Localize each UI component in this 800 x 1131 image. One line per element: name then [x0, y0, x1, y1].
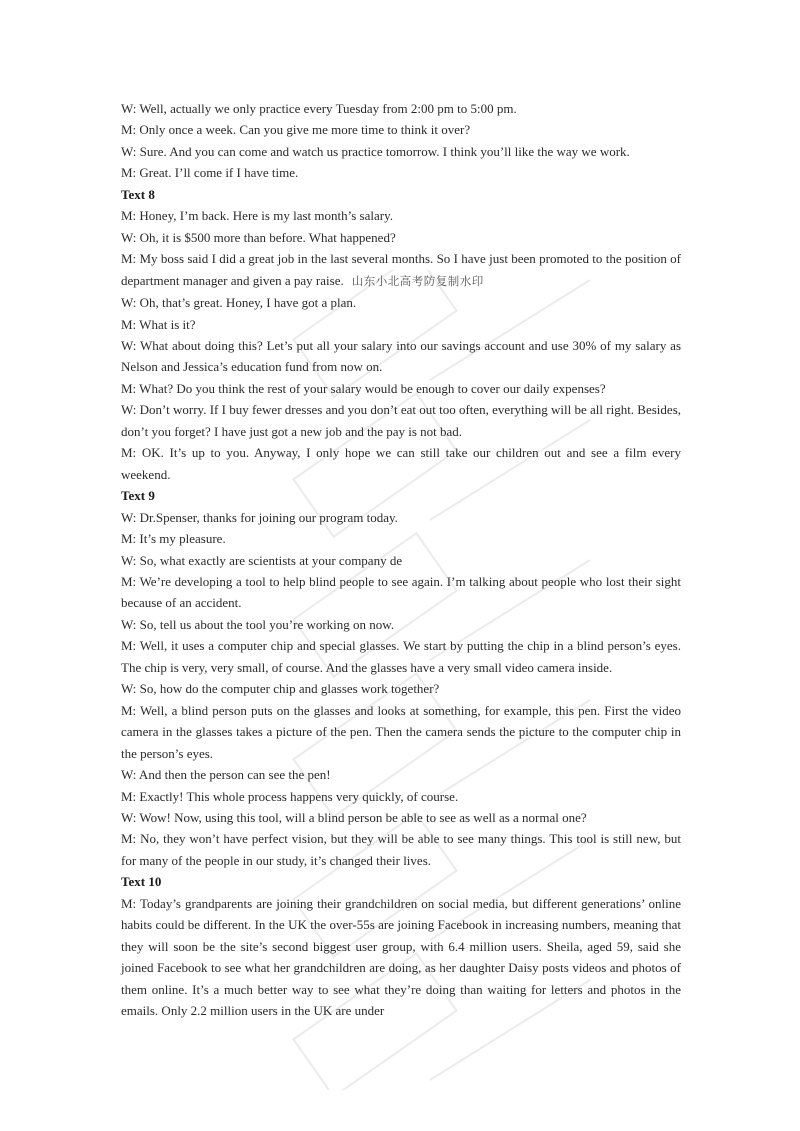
dialogue-line: [121, 378, 681, 399]
dialogue-text: W: Oh, that’s great. Honey, I have got a plan.: [121, 295, 357, 311]
dialogue-line: [121, 248, 681, 292]
dialogue-text: W: So, how do the computer chip and glasses work together?: [121, 681, 440, 697]
inline-watermark-note: 山东小北高考防复制水印: [351, 273, 484, 288]
dialogue-line: [121, 141, 681, 162]
dialogue-text: M: My boss said I did a great job in the last several months. So I have just been promoted to the position of department manager and given a pay raise.: [121, 251, 681, 288]
dialogue-line: [121, 528, 681, 549]
dialogue-line: [121, 507, 681, 528]
section-heading-text: Text 8: [121, 186, 155, 202]
dialogue-line: [121, 786, 681, 807]
dialogue-text: M: Exactly! This whole process happens very quickly, of course.: [121, 788, 459, 804]
dialogue-line: [121, 292, 681, 313]
section-heading-text: Text 10: [121, 874, 162, 890]
dialogue-line: [121, 828, 681, 871]
dialogue-text: M: OK. It’s up to you. Anyway, I only hope we can still take our children out and see a film every weekend.: [121, 445, 681, 482]
dialogue-text: W: Oh, it is $500 more than before. What happened?: [121, 229, 396, 245]
dialogue-text: M: Well, it uses a computer chip and special glasses. We start by putting the chip in a blind person’s eyes. The chip is very, very small, of course. And the glasses have a very small video camera inside.: [121, 638, 681, 675]
dialogue-text: M: No, they won’t have perfect vision, but they will be able to see many things. This tool is still new, but for many of the people in our study, it’s changed their lives.: [121, 831, 681, 868]
dialogue-line: [121, 678, 681, 699]
section-heading: [121, 485, 681, 506]
dialogue-text: W: Don’t worry. If I buy fewer dresses and you don’t eat out too often, everything will be all right. Besides, don’t you forget? I have just got a new job and the pay is not bad.: [121, 402, 681, 439]
dialogue-text: M: Only once a week. Can you give me more time to think it over?: [121, 122, 471, 138]
dialogue-line: [121, 314, 681, 335]
dialogue-line: [121, 119, 681, 140]
dialogue-text: M: Great. I’ll come if I have time.: [121, 165, 299, 181]
section-heading-text: Text 9: [121, 488, 155, 504]
dialogue-text: W: What about doing this? Let’s put all your salary into our savings account and use 30% of my salary as Nelson and Jessica’s education fund from now on.: [121, 337, 681, 375]
dialogue-text: W: Wow! Now, using this tool, will a blind person be able to see as well as a normal one?: [121, 809, 587, 825]
dialogue-line: [121, 98, 681, 119]
dialogue-text: M: Well, a blind person puts on the glasses and looks at something, for example, this pen. First the video camera in the glasses takes a picture of the pen. Then the camera sends the picture to the computer chip in the person’s eyes.: [121, 702, 681, 761]
dialogue-line: [121, 335, 681, 378]
dialogue-line: [121, 571, 681, 614]
dialogue-line: [121, 442, 681, 485]
dialogue-text: W: And then the person can see the pen!: [121, 767, 331, 783]
transcript-body: [121, 98, 681, 1021]
dialogue-line: [121, 162, 681, 183]
dialogue-line: [121, 614, 681, 635]
dialogue-line: [121, 807, 681, 828]
dialogue-text: W: So, tell us about the tool you’re working on now.: [121, 616, 395, 632]
dialogue-line: [121, 700, 681, 764]
dialogue-line: [121, 227, 681, 248]
dialogue-line: [121, 399, 681, 442]
section-heading: [121, 871, 681, 892]
dialogue-text: M: Honey, I’m back. Here is my last month’s salary.: [121, 208, 393, 224]
dialogue-line: [121, 893, 681, 1022]
dialogue-text: W: So, what exactly are scientists at your company de: [121, 552, 403, 568]
dialogue-text: M: We’re developing a tool to help blind people to see again. I’m talking about people who lost their sight because of an accident.: [121, 573, 681, 611]
section-heading: [121, 184, 681, 205]
dialogue-text: M: What is it?: [121, 316, 196, 332]
dialogue-line: [121, 205, 681, 226]
dialogue-text: W: Dr.Spenser, thanks for joining our program today.: [121, 509, 398, 525]
dialogue-text: M: It’s my pleasure.: [121, 531, 226, 547]
dialogue-line: [121, 550, 681, 571]
dialogue-line: [121, 635, 681, 678]
dialogue-line: [121, 764, 681, 785]
dialogue-text: W: Well, actually we only practice every Tuesday from 2:00 pm to 5:00 pm.: [121, 101, 517, 116]
dialogue-text: M: Today’s grandparents are joining their grandchildren on social media, but different generations’ online habits could be different. In the UK the over-55s are joining Facebook in increasing numbers, meaning that they will soon be the site’s second biggest user group, with 6.4 million users. Sheila, aged 59, said she joined Facebook to see what her grandchildren are doing, as her daughter Daisy posts videos and photos of them online. It’s a much better way to see what they’re doing than waiting for letters and photos in the emails. Only 2.2 million users in the UK are under: [121, 895, 681, 1019]
dialogue-text: M: What? Do you think the rest of your salary would be enough to cover our daily expenses?: [121, 380, 606, 396]
dialogue-text: W: Sure. And you can come and watch us practice tomorrow. I think you’ll like the way we work.: [121, 143, 630, 159]
